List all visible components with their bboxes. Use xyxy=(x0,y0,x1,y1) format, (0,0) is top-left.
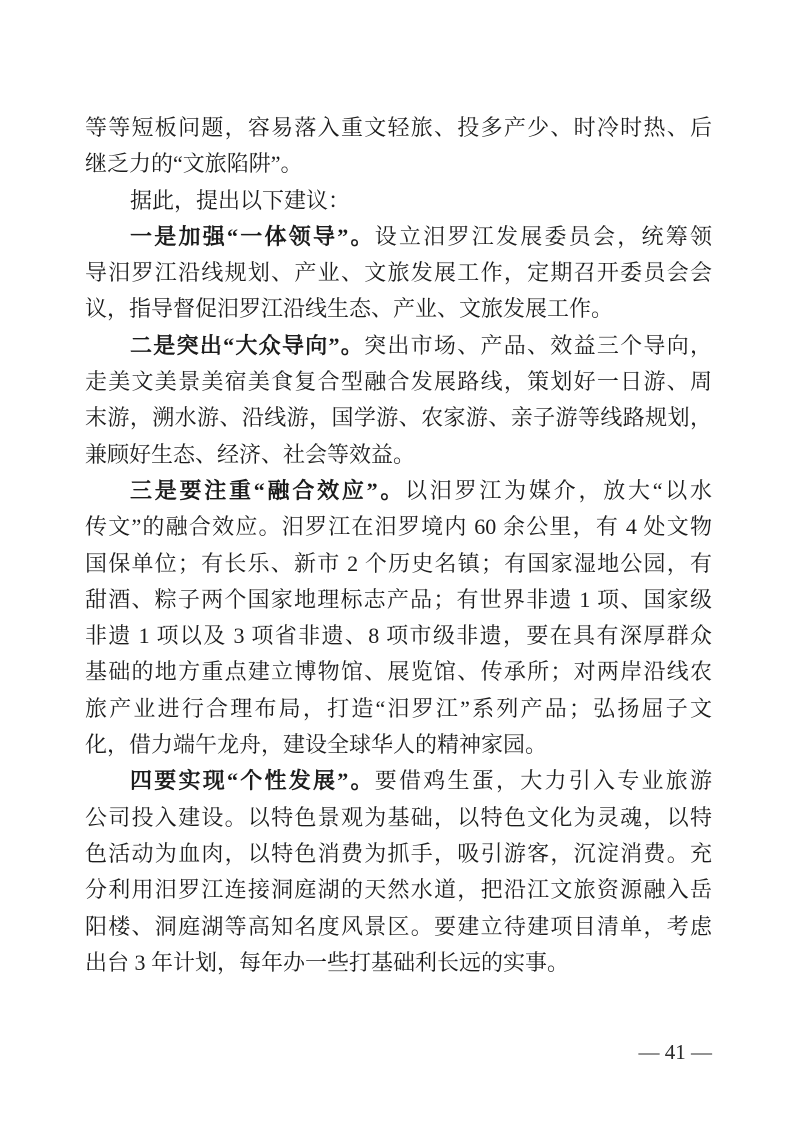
text-line xyxy=(85,473,712,509)
text-run: 要借鸡生蛋，大力引入专业旅游 xyxy=(374,768,712,794)
text-run: 旅产业进行合理布局，打造“汨罗江”系列产品；弘扬屈子文 xyxy=(85,695,712,721)
text-line xyxy=(85,618,712,654)
text-line xyxy=(85,945,712,981)
text-run: 导汨罗江沿线规划、产业、文旅发展工作，定期召开委员会会 xyxy=(85,260,712,286)
text-run: 走美文美景美宿美食复合型融合发展路线，策划好一日游、周 xyxy=(85,369,712,395)
text-line xyxy=(85,654,712,690)
bold-heading-run: 四要实现“个性发展”。 xyxy=(130,768,375,794)
text-run: 设立汨罗江发展委员会，统筹领 xyxy=(374,223,712,249)
text-line xyxy=(85,691,712,727)
document-body xyxy=(85,110,712,981)
text-line xyxy=(85,328,712,364)
text-run: 突出市场、产品、效益三个导向， xyxy=(364,332,712,358)
text-run: 基础的地方重点建立博物馆、展览馆、传承所；对两岸沿线农 xyxy=(85,659,712,685)
text-run: 出台 3 年计划，每年办一些打基础利长远的实事。 xyxy=(85,949,570,975)
text-run: 阳楼、洞庭湖等高知名度风景区。要建立待建项目清单，考虑 xyxy=(85,913,712,939)
text-line xyxy=(85,110,712,146)
text-run: 兼顾好生态、经济、社会等效益。 xyxy=(85,441,416,467)
text-run: 议，指导督促汨罗江沿线生态、产业、文旅发展工作。 xyxy=(85,296,614,322)
text-line xyxy=(85,546,712,582)
text-run: 非遗 1 项以及 3 项省非遗、8 项市级非遗，要在具有深厚群众 xyxy=(85,623,712,649)
text-line xyxy=(85,763,712,799)
page-number: — 41 — xyxy=(638,1040,712,1064)
text-line xyxy=(85,146,712,182)
text-run: 传文”的融合效应。汨罗江在汨罗境内 60 余公里，有 4 处文物 xyxy=(85,514,712,540)
text-run: 等等短板问题，容易落入重文轻旅、投多产少、时冷时热、后 xyxy=(85,115,712,140)
text-line xyxy=(85,836,712,872)
text-line xyxy=(85,255,712,291)
text-line xyxy=(85,437,712,473)
text-run: 分利用汨罗江连接洞庭湖的天然水道，把沿江文旅资源融入岳 xyxy=(85,877,712,903)
text-run: 以汨罗江为媒介，放大“以水 xyxy=(405,477,712,503)
text-run: 化，借力端午龙舟，建设全球华人的精神家园。 xyxy=(85,732,548,758)
text-line xyxy=(85,364,712,400)
bold-heading-run: 三是要注重“融合效应”。 xyxy=(130,477,406,503)
text-line xyxy=(85,582,712,618)
text-line xyxy=(85,909,712,945)
text-run: 末游，溯水游、沿线游，国学游、农家游、亲子游等线路规划， xyxy=(85,405,712,431)
text-line xyxy=(85,183,712,219)
text-line xyxy=(85,291,712,327)
text-run: 国保单位；有长乐、新市 2 个历史名镇；有国家湿地公园，有 xyxy=(85,550,712,576)
text-line xyxy=(85,800,712,836)
bold-heading-run: 一是加强“一体领导”。 xyxy=(130,223,375,249)
text-line xyxy=(85,872,712,908)
text-run: 继乏力的“文旅陷阱”。 xyxy=(85,151,303,177)
bold-heading-run: 二是突出“大众导向”。 xyxy=(130,332,365,358)
text-run: 色活动为血肉，以特色消费为抓手，吸引游客，沉淀消费。充 xyxy=(85,840,712,866)
page-footer xyxy=(0,1040,712,1065)
text-run: 甜酒、粽子两个国家地理标志产品；有世界非遗 1 项、国家级 xyxy=(85,586,712,612)
text-line xyxy=(85,400,712,436)
text-line xyxy=(85,509,712,545)
text-line xyxy=(85,727,712,763)
text-run: 据此，提出以下建议： xyxy=(130,187,351,213)
text-run: 公司投入建设。以特色景观为基础，以特色文化为灵魂，以特 xyxy=(85,804,712,830)
text-line xyxy=(85,219,712,255)
